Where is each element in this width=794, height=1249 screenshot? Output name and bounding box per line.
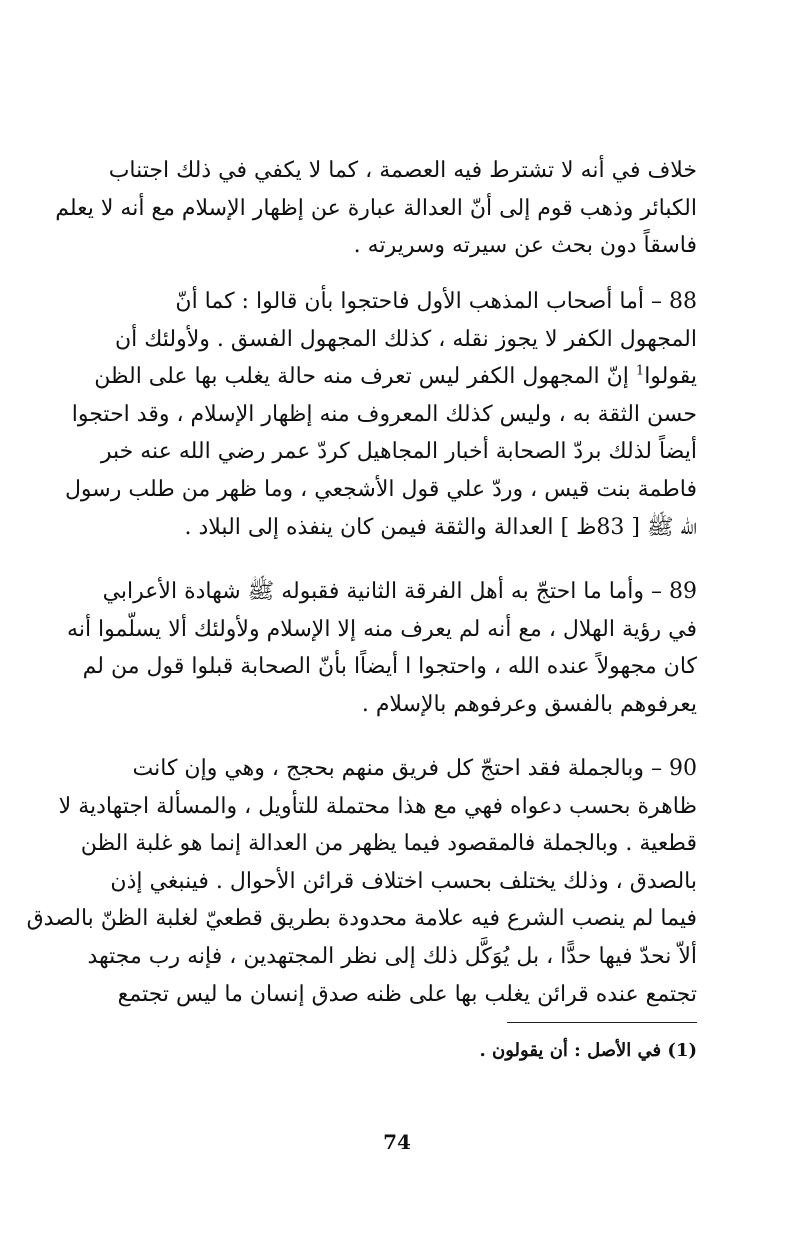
footnote-marker: 1 (635, 363, 645, 379)
text-line: الكبائر وذهب قوم إلى أنّ العدالة عبارة عن إظهار الإسلام مع أنه لا يعلم (55, 195, 697, 221)
paragraph-89 (67, 573, 697, 723)
text-line: حسن الثقة به ، وليس كذلك المعروف منه إظهار الإسلام ، وقد احتجوا (71, 401, 697, 427)
text-line: قطعية . وبالجملة فالمقصود فيما يظهر من العدالة إنما هو غلبة الظن (80, 831, 697, 857)
text-fragment: يقولوا (644, 364, 697, 390)
text-line: 90 – وبالجملة فقد احتجّ كل فريق منهم بحجج ، وهي وإن كانت (132, 756, 697, 781)
text-line: 89 – وأما ما احتجّ به أهل الفرقة الثانية فقبوله ﷺ شهادة الأعرابي (102, 579, 697, 604)
text-line: فاطمة بنت قيس ، وردّ علي قول الأشجعي ، وما ظهر من طلب رسول (64, 476, 697, 502)
paragraph-90 (26, 750, 697, 1013)
text-fragment: إنّ المجهول الكفر ليس تعرف منه حالة يغلب بها على الظن (94, 364, 629, 390)
text-line: تجتمع عنده قرائن يغلب بها على ظنه صدق إنسان ما ليس تجتمع (117, 981, 697, 1007)
text-line: فاسقاً دون بحث عن سيرته وسريرته . (353, 233, 697, 259)
text-line: في رؤية الهلال ، مع أنه لم يعرف منه إلا الإسلام ولأولئك ألا يسلّموا أنه (67, 616, 697, 642)
text-line: المجهول الكفر لا يجوز نقله ، كذلك المجهول الفسق . ولأولئك أن (114, 326, 697, 352)
text-line: 88 – أما أصحاب المذهب الأول فاحتجوا بأن قالوا : كما أنّ (175, 289, 697, 314)
page-number: 74 (383, 1130, 411, 1154)
text-line: ألاّ نحدّ فيها حدًّا ، بل يُوَكَّل ذلك إلى نظر المجتهدين ، فإنه رب مجتهد (87, 943, 697, 969)
text-line-with-footnote (94, 358, 697, 396)
paragraph-continuation (55, 152, 697, 265)
text-line: الله ﷺ [ 83ظ ] العدالة والثقة فيمن كان ينفذه إلى البلاد . (184, 514, 697, 540)
text-line: ظاهرة بحسب دعواه فهي مع هذا محتملة للتأويل ، والمسألة اجتهادية لا (58, 793, 697, 819)
text-line: كان مجهولاً عنده الله ، واحتجوا ا أيضاًا بأنّ الصحابة قبلوا قول من لم (82, 654, 697, 680)
paragraph-88 (64, 283, 697, 546)
text-line: بالصدق ، وذلك يختلف بحسب اختلاف قرائن الأحوال . فينبغي إذن (110, 868, 697, 894)
text-line: أيضاً لذلك بردّ الصحابة أخبار المجاهيل كردّ عمر رضي الله عنه خبر (100, 439, 697, 465)
footnote-divider (507, 1022, 697, 1023)
text-line: خلاف في أنه لا تشترط فيه العصمة ، كما لا يكفي في ذلك اجتناب (108, 158, 697, 183)
footnote: (1) في الأصل : أن يقولون . (479, 1040, 697, 1061)
text-line: يعرفوهم بالفسق وعرفوهم بالإسلام . (361, 691, 697, 717)
text-line: فيما لم ينصب الشرع فيه علامة محدودة بطريق قطعيّ لغلبة الظنّ بالصدق (26, 906, 697, 932)
